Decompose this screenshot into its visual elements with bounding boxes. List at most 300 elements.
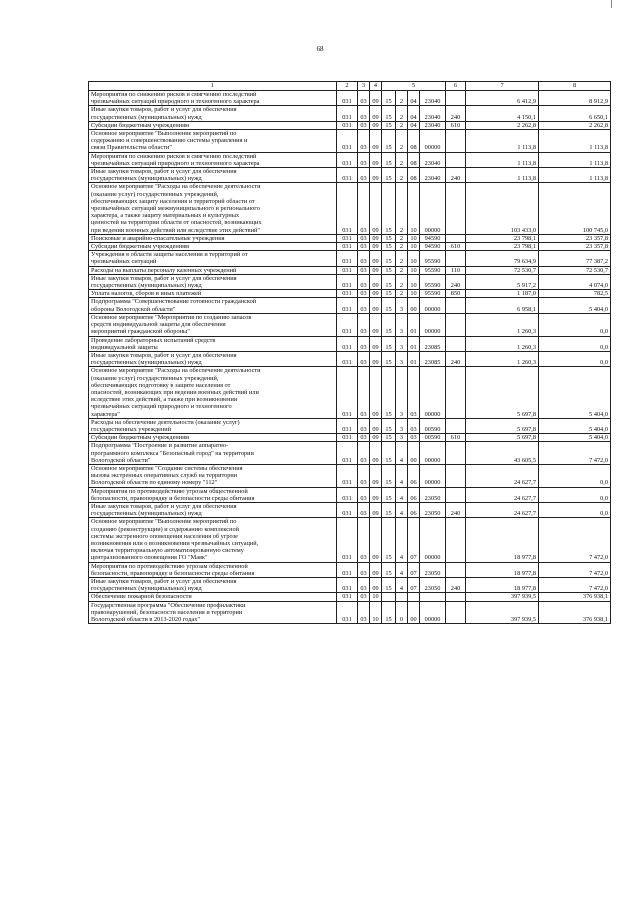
target-direction-cell: 95590 [420, 274, 446, 289]
target-event-cell: 07 [408, 578, 420, 593]
section-code-cell: 03 [358, 601, 370, 624]
amount-year2-cell: 0,0 [539, 336, 611, 351]
admin-code-cell: 031 [337, 313, 358, 336]
target-direction-cell: 23050 [420, 562, 446, 577]
target-direction-cell: 94590 [420, 243, 446, 251]
admin-code-cell: 031 [337, 168, 358, 183]
target-program-cell: 15 [382, 290, 396, 298]
target-subprogram-cell: 0 [396, 601, 408, 624]
amount-year2-cell: 5 404,0 [539, 434, 611, 442]
subsection-code-cell: 09 [370, 518, 382, 562]
expense-type-cell [446, 593, 466, 601]
section-code-cell: 03 [358, 502, 370, 517]
header-col-7: 7 [466, 82, 539, 91]
table-row [89, 130, 611, 153]
target-program-cell: 15 [382, 502, 396, 517]
amount-year2-cell: 376 938,1 [539, 601, 611, 624]
target-subprogram-cell: 2 [396, 121, 408, 129]
row-name-cell: Мероприятия по снижению рисков и смягчению последствий чрезвычайных ситуаций природного и техногенного характера [89, 91, 337, 106]
amount-year1-cell: 5 697,8 [466, 367, 539, 418]
target-program-cell: 15 [382, 251, 396, 266]
table-row [89, 518, 611, 562]
table-row [89, 168, 611, 183]
target-subprogram-cell: 2 [396, 234, 408, 242]
amount-year2-cell: 7 472,0 [539, 578, 611, 593]
subsection-code-cell: 09 [370, 130, 382, 153]
section-code-cell: 03 [358, 183, 370, 234]
section-code-cell: 03 [358, 298, 370, 313]
amount-year2-cell: 5 404,0 [539, 418, 611, 433]
target-direction-cell: 23085 [420, 351, 446, 366]
target-event-cell: 01 [408, 351, 420, 366]
table-row [89, 106, 611, 121]
admin-code-cell: 031 [337, 183, 358, 234]
amount-year1-cell: 1 260,3 [466, 313, 539, 336]
amount-year2-cell: 1 113,8 [539, 168, 611, 183]
expense-type-cell [446, 418, 466, 433]
table-row [89, 578, 611, 593]
row-name-cell: Иные закупки товаров, работ и услуг для обеспечения государственных (муниципальных) нужд [89, 274, 337, 289]
section-code-cell: 03 [358, 121, 370, 129]
amount-year2-cell: 782,5 [539, 290, 611, 298]
row-name-cell: Поисковые и аварийно-спасательные учреждения [89, 234, 337, 242]
target-program-cell: 15 [382, 336, 396, 351]
amount-year2-cell: 0,0 [539, 313, 611, 336]
section-code-cell: 03 [358, 106, 370, 121]
section-code-cell: 03 [358, 518, 370, 562]
expense-type-cell [446, 234, 466, 242]
target-program-cell: 15 [382, 298, 396, 313]
amount-year1-cell: 5 917,2 [466, 274, 539, 289]
table-header-row [89, 82, 611, 91]
subsection-code-cell: 09 [370, 266, 382, 274]
amount-year2-cell: 77 387,2 [539, 251, 611, 266]
section-code-cell: 03 [358, 290, 370, 298]
row-name-cell: Основное мероприятие "Выполнение мероприятий по созданию (реконструкции) и содержанию комплексной системы экстренного оповещения населения об угрозе возникновения или о возникновении чрезвычайных ситуаций, включая территориальную автоматизированную систему централизованного оповещения ГО "Маяк" [89, 518, 337, 562]
admin-code-cell: 031 [337, 234, 358, 242]
subsection-code-cell: 09 [370, 442, 382, 465]
target-program-cell: 15 [382, 130, 396, 153]
target-event-cell: 06 [408, 502, 420, 517]
target-event-cell: 04 [408, 106, 420, 121]
target-direction-cell: 23050 [420, 487, 446, 502]
target-event-cell: 10 [408, 266, 420, 274]
expense-type-cell: 240 [446, 274, 466, 289]
amount-year2-cell: 376 938,1 [539, 593, 611, 601]
section-code-cell: 03 [358, 168, 370, 183]
target-event-cell: 03 [408, 434, 420, 442]
target-subprogram-cell: 2 [396, 274, 408, 289]
amount-year2-cell: 0,0 [539, 502, 611, 517]
section-code-cell: 03 [358, 578, 370, 593]
target-program-cell: 15 [382, 183, 396, 234]
subsection-code-cell: 09 [370, 121, 382, 129]
target-direction-cell: 23085 [420, 336, 446, 351]
row-name-cell: Субсидии бюджетным учреждениям [89, 121, 337, 129]
subsection-code-cell: 09 [370, 367, 382, 418]
target-program-cell: 15 [382, 243, 396, 251]
amount-year2-cell: 0,0 [539, 487, 611, 502]
amount-year2-cell: 23 357,8 [539, 234, 611, 242]
amount-year1-cell: 79 634,9 [466, 251, 539, 266]
table-row [89, 418, 611, 433]
target-event-cell: 08 [408, 130, 420, 153]
target-program-cell: 15 [382, 518, 396, 562]
target-program-cell [382, 593, 396, 601]
amount-year1-cell: 23 798,1 [466, 243, 539, 251]
target-direction-cell: 23040 [420, 152, 446, 167]
amount-year1-cell: 1 113,8 [466, 168, 539, 183]
target-subprogram-cell: 3 [396, 434, 408, 442]
target-subprogram-cell: 2 [396, 251, 408, 266]
target-direction-cell: 23040 [420, 121, 446, 129]
row-name-cell: Основное мероприятие "Расходы на обеспечение деятельности (оказание услуг) государственных учреждений, обеспечивающих подготовку в защите населения от опасностей, возникающих при ведении военных действий или вследствие этих действий, а также при возникновении чрезвычайных ситуаций природного и техногенного характера" [89, 367, 337, 418]
target-program-cell: 15 [382, 487, 396, 502]
subsection-code-cell: 09 [370, 464, 382, 487]
admin-code-cell: 031 [337, 251, 358, 266]
subsection-code-cell: 09 [370, 336, 382, 351]
table-row [89, 367, 611, 418]
target-direction-cell: 00000 [420, 130, 446, 153]
expense-type-cell: 240 [446, 578, 466, 593]
amount-year1-cell: 1 113,8 [466, 130, 539, 153]
table-row [89, 251, 611, 266]
section-code-cell: 03 [358, 464, 370, 487]
target-program-cell: 15 [382, 418, 396, 433]
subsection-code-cell: 10 [370, 601, 382, 624]
target-direction-cell: 00000 [420, 313, 446, 336]
target-subprogram-cell: 3 [396, 351, 408, 366]
admin-code-cell: 031 [337, 593, 358, 601]
admin-code-cell: 031 [337, 601, 358, 624]
amount-year2-cell: 1 113,8 [539, 130, 611, 153]
subsection-code-cell: 09 [370, 106, 382, 121]
expense-type-cell: 240 [446, 168, 466, 183]
subsection-code-cell: 09 [370, 290, 382, 298]
target-event-cell: 06 [408, 487, 420, 502]
row-name-cell: Мероприятия по снижению рисков и смягчению последствий чрезвычайных ситуаций природного и техногенного характера [89, 152, 337, 167]
target-event-cell: 10 [408, 234, 420, 242]
amount-year1-cell: 18 977,8 [466, 518, 539, 562]
target-subprogram-cell: 4 [396, 464, 408, 487]
target-direction-cell: 95590 [420, 251, 446, 266]
target-direction-cell: 95590 [420, 266, 446, 274]
row-name-cell: Основное мероприятие "Расходы на обеспечение деятельности (оказание услуг) государственных учреждений, обеспечивающих защиту населения и территорий области от чрезвычайных ситуаций межмуниципального и регионального характера, а также защиту материальных и культурных ценностей на территории области от опасностей, возникающих при ведении военных действий или вследствие этих действий" [89, 183, 337, 234]
target-program-cell: 15 [382, 313, 396, 336]
amount-year1-cell: 43 605,5 [466, 442, 539, 465]
expense-type-cell: 610 [446, 121, 466, 129]
target-program-cell: 15 [382, 601, 396, 624]
header-col-8: 8 [539, 82, 611, 91]
target-event-cell: 10 [408, 290, 420, 298]
target-subprogram-cell: 2 [396, 243, 408, 251]
admin-code-cell: 031 [337, 367, 358, 418]
table-row [89, 487, 611, 502]
expense-type-cell [446, 601, 466, 624]
table-row [89, 313, 611, 336]
subsection-code-cell: 10 [370, 593, 382, 601]
row-name-cell: Подпрограмма "Совершенствование готовности гражданской обороны Вологодской области" [89, 298, 337, 313]
row-name-cell: Подпрограмма "Построение и развитие аппаратно- программного комплекса "Безопасный город" на территории Вологодской области" [89, 442, 337, 465]
target-subprogram-cell: 3 [396, 367, 408, 418]
admin-code-cell: 031 [337, 91, 358, 106]
target-event-cell: 10 [408, 183, 420, 234]
table-row [89, 351, 611, 366]
target-subprogram-cell: 2 [396, 183, 408, 234]
section-code-cell: 03 [358, 418, 370, 433]
expense-type-cell [446, 251, 466, 266]
amount-year2-cell: 6 650,1 [539, 106, 611, 121]
target-subprogram-cell: 4 [396, 502, 408, 517]
row-name-cell: Расходы на обеспечение деятельности (оказание услуг) государственных учреждений [89, 418, 337, 433]
section-code-cell: 03 [358, 274, 370, 289]
row-name-cell: Иные закупки товаров, работ и услуг для обеспечения государственных (муниципальных) нужд [89, 106, 337, 121]
row-name-cell: Проведение лабораторных испытаний средств индивидуальной защиты [89, 336, 337, 351]
target-event-cell [408, 593, 420, 601]
target-program-cell: 15 [382, 152, 396, 167]
admin-code-cell: 031 [337, 442, 358, 465]
subsection-code-cell: 09 [370, 418, 382, 433]
admin-code-cell: 031 [337, 106, 358, 121]
target-direction-cell: 00000 [420, 442, 446, 465]
table-row [89, 434, 611, 442]
target-event-cell: 01 [408, 336, 420, 351]
row-name-cell: Основное мероприятие "Мероприятия по созданию запасов средств индивидуальной защиты для обеспечения мероприятий гражданской обороны" [89, 313, 337, 336]
amount-year1-cell: 1 260,3 [466, 336, 539, 351]
target-subprogram-cell: 4 [396, 487, 408, 502]
target-subprogram-cell: 4 [396, 518, 408, 562]
admin-code-cell: 031 [337, 274, 358, 289]
amount-year2-cell: 8 912,9 [539, 91, 611, 106]
target-event-cell: 03 [408, 418, 420, 433]
target-event-cell: 08 [408, 152, 420, 167]
target-direction-cell: 23040 [420, 91, 446, 106]
admin-code-cell: 031 [337, 243, 358, 251]
expense-type-cell [446, 562, 466, 577]
subsection-code-cell: 09 [370, 298, 382, 313]
header-col-6: 6 [446, 82, 466, 91]
target-program-cell: 15 [382, 234, 396, 242]
target-program-cell: 15 [382, 562, 396, 577]
target-subprogram-cell: 2 [396, 91, 408, 106]
amount-year2-cell: 7 472,0 [539, 518, 611, 562]
target-direction-cell [420, 593, 446, 601]
admin-code-cell: 031 [337, 290, 358, 298]
row-name-cell: Основное мероприятие "Выполнение мероприятий по содержанию и совершенствованию системы управления и связи Правительства области" [89, 130, 337, 153]
amount-year2-cell: 5 404,0 [539, 298, 611, 313]
table-row [89, 442, 611, 465]
target-direction-cell: 00000 [420, 367, 446, 418]
row-name-cell: Обеспечение пожарной безопасности [89, 593, 337, 601]
admin-code-cell: 031 [337, 121, 358, 129]
row-name-cell: Учреждения в области защиты населения и территорий от чрезвычайных ситуаций [89, 251, 337, 266]
target-subprogram-cell: 4 [396, 578, 408, 593]
admin-code-cell: 031 [337, 130, 358, 153]
expense-type-cell [446, 183, 466, 234]
target-direction-cell: 00000 [420, 183, 446, 234]
section-code-cell: 03 [358, 91, 370, 106]
admin-code-cell: 031 [337, 487, 358, 502]
target-event-cell: 00 [408, 298, 420, 313]
amount-year1-cell: 24 627,7 [466, 487, 539, 502]
row-name-cell: Иные закупки товаров, работ и услуг для обеспечения государственных (муниципальных) нужд [89, 351, 337, 366]
target-subprogram-cell: 2 [396, 290, 408, 298]
table-row [89, 290, 611, 298]
amount-year2-cell: 1 113,8 [539, 152, 611, 167]
target-direction-cell: 23050 [420, 578, 446, 593]
subsection-code-cell: 09 [370, 234, 382, 242]
amount-year1-cell: 1 187,0 [466, 290, 539, 298]
table-row [89, 298, 611, 313]
subsection-code-cell: 09 [370, 168, 382, 183]
expense-type-cell [446, 313, 466, 336]
row-name-cell: Мероприятия по противодействию угрозам общественной безопасности, правопорядку и безопасности среды обитания [89, 562, 337, 577]
target-event-cell: 07 [408, 562, 420, 577]
target-event-cell: 10 [408, 251, 420, 266]
target-direction-cell: 23040 [420, 106, 446, 121]
amount-year2-cell: 4 074,0 [539, 274, 611, 289]
expense-type-cell [446, 518, 466, 562]
admin-code-cell: 031 [337, 298, 358, 313]
target-program-cell: 15 [382, 464, 396, 487]
target-program-cell: 15 [382, 106, 396, 121]
subsection-code-cell: 09 [370, 152, 382, 167]
amount-year1-cell: 18 977,8 [466, 562, 539, 577]
amount-year1-cell: 4 150,1 [466, 106, 539, 121]
section-code-cell: 03 [358, 251, 370, 266]
target-subprogram-cell: 2 [396, 266, 408, 274]
target-program-cell: 15 [382, 168, 396, 183]
expense-type-cell: 110 [446, 266, 466, 274]
section-code-cell: 03 [358, 442, 370, 465]
target-subprogram-cell [396, 593, 408, 601]
target-event-cell: 07 [408, 518, 420, 562]
table-row [89, 562, 611, 577]
target-subprogram-cell: 3 [396, 298, 408, 313]
target-subprogram-cell: 2 [396, 152, 408, 167]
page-number: 68 [316, 45, 324, 53]
expense-type-cell [446, 442, 466, 465]
row-name-cell: Основное мероприятие "Создание системы обеспечения вызова экстренных оперативных служб на территории Вологодской области по единому номеру "112" [89, 464, 337, 487]
section-code-cell: 03 [358, 562, 370, 577]
section-code-cell: 03 [358, 152, 370, 167]
amount-year1-cell: 6 958,1 [466, 298, 539, 313]
table-row [89, 266, 611, 274]
amount-year2-cell: 7 472,0 [539, 562, 611, 577]
expense-type-cell: 240 [446, 106, 466, 121]
expense-type-cell [446, 367, 466, 418]
expense-type-cell [446, 464, 466, 487]
row-name-cell: Расходы на выплаты персоналу казенных учреждений [89, 266, 337, 274]
amount-year1-cell: 1 113,8 [466, 152, 539, 167]
subsection-code-cell: 09 [370, 313, 382, 336]
expense-type-cell [446, 130, 466, 153]
admin-code-cell: 031 [337, 562, 358, 577]
row-name-cell: Мероприятия по противодействию угрозам общественной безопасности, правопорядку и безопасности среды обитания [89, 487, 337, 502]
section-code-cell: 03 [358, 243, 370, 251]
expense-type-cell: 610 [446, 243, 466, 251]
target-program-cell: 15 [382, 274, 396, 289]
table-row [89, 336, 611, 351]
target-event-cell: 00 [408, 442, 420, 465]
subsection-code-cell: 09 [370, 351, 382, 366]
budget-table [88, 81, 611, 624]
table-row [89, 234, 611, 242]
subsection-code-cell: 09 [370, 434, 382, 442]
subsection-code-cell: 09 [370, 183, 382, 234]
amount-year1-cell: 397 939,5 [466, 601, 539, 624]
target-subprogram-cell: 3 [396, 336, 408, 351]
expense-type-cell [446, 152, 466, 167]
target-direction-cell: 23040 [420, 168, 446, 183]
target-subprogram-cell: 2 [396, 130, 408, 153]
subsection-code-cell: 09 [370, 274, 382, 289]
row-name-cell: Иные закупки товаров, работ и услуг для обеспечения государственных (муниципальных) нужд [89, 578, 337, 593]
target-event-cell: 08 [408, 168, 420, 183]
table-row [89, 121, 611, 129]
target-event-cell: 06 [408, 464, 420, 487]
table-row [89, 243, 611, 251]
amount-year2-cell: 0,0 [539, 464, 611, 487]
amount-year2-cell: 2 262,8 [539, 121, 611, 129]
header-col-3: 3 [358, 82, 370, 91]
target-subprogram-cell: 3 [396, 418, 408, 433]
section-code-cell: 03 [358, 351, 370, 366]
target-program-cell: 15 [382, 121, 396, 129]
target-program-cell: 15 [382, 442, 396, 465]
subsection-code-cell: 09 [370, 502, 382, 517]
target-subprogram-cell: 4 [396, 442, 408, 465]
section-code-cell: 03 [358, 593, 370, 601]
target-event-cell: 04 [408, 91, 420, 106]
section-code-cell: 03 [358, 367, 370, 418]
admin-code-cell: 031 [337, 434, 358, 442]
amount-year1-cell: 23 798,1 [466, 234, 539, 242]
table-row [89, 152, 611, 167]
amount-year1-cell: 397 939,5 [466, 593, 539, 601]
target-subprogram-cell: 2 [396, 106, 408, 121]
target-event-cell: 01 [408, 313, 420, 336]
target-subprogram-cell: 2 [396, 168, 408, 183]
expense-type-cell [446, 487, 466, 502]
expense-type-cell [446, 298, 466, 313]
target-direction-cell: 00000 [420, 464, 446, 487]
target-program-cell: 15 [382, 91, 396, 106]
target-event-cell: 10 [408, 274, 420, 289]
scan-edge-mark [611, 0, 612, 8]
section-code-cell: 03 [358, 130, 370, 153]
subsection-code-cell: 09 [370, 578, 382, 593]
table-row [89, 502, 611, 517]
subsection-code-cell: 09 [370, 251, 382, 266]
target-event-cell: 03 [408, 367, 420, 418]
admin-code-cell: 031 [337, 518, 358, 562]
table-row [89, 91, 611, 106]
amount-year1-cell: 1 260,3 [466, 351, 539, 366]
header-col-2: 2 [337, 82, 358, 91]
target-program-cell: 15 [382, 434, 396, 442]
target-event-cell: 04 [408, 121, 420, 129]
table-row [89, 464, 611, 487]
expense-type-cell [446, 91, 466, 106]
target-direction-cell: 95590 [420, 290, 446, 298]
amount-year1-cell: 5 697,8 [466, 418, 539, 433]
admin-code-cell: 031 [337, 336, 358, 351]
table-row [89, 274, 611, 289]
amount-year1-cell: 72 530,7 [466, 266, 539, 274]
section-code-cell: 03 [358, 434, 370, 442]
table-row [89, 601, 611, 624]
